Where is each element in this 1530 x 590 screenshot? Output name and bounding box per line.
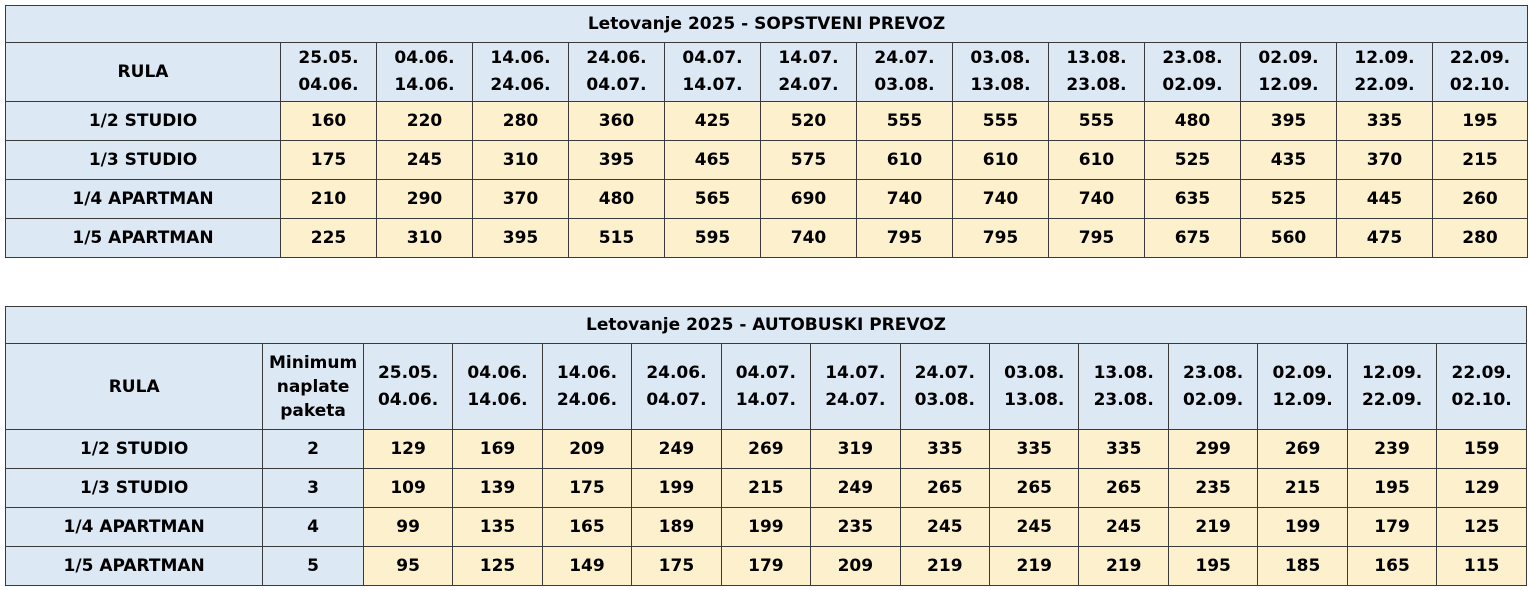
period-to: 04.06. [377, 389, 439, 410]
room-type-label: 1/2 STUDIO [6, 102, 281, 141]
period-from: 03.08. [970, 48, 1031, 68]
period-from: 03.08. [1004, 362, 1065, 383]
period-from: 14.07. [825, 362, 886, 383]
period-to: 12.09. [1272, 389, 1333, 410]
price-cell: 520 [761, 102, 857, 141]
period-from: 02.09. [1258, 48, 1319, 68]
price-cell: 265 [1079, 469, 1168, 508]
price-cell: 165 [542, 508, 631, 547]
price-cell: 595 [665, 219, 761, 258]
price-cell: 299 [1168, 430, 1257, 469]
price-cell: 465 [665, 141, 761, 180]
price-cell: 179 [721, 547, 810, 586]
period-to: 02.09. [1162, 75, 1223, 95]
period-header [1145, 43, 1241, 102]
period-from: 14.07. [778, 48, 839, 68]
table-row [6, 219, 1528, 258]
price-cell: 189 [632, 508, 721, 547]
price-cell: 175 [542, 469, 631, 508]
price-cell: 169 [453, 430, 542, 469]
price-cell: 610 [1049, 141, 1145, 180]
price-cell: 210 [281, 180, 377, 219]
period-header [990, 344, 1079, 430]
price-cell: 370 [473, 180, 569, 219]
price-cell: 610 [857, 141, 953, 180]
price-cell: 179 [1347, 508, 1436, 547]
price-cell: 199 [721, 508, 810, 547]
period-from: 02.09. [1272, 362, 1333, 383]
price-table-bus-transport [5, 306, 1527, 586]
price-cell: 290 [377, 180, 473, 219]
price-cell: 515 [569, 219, 665, 258]
period-header [1437, 344, 1527, 430]
room-type-label: 1/5 APARTMAN [6, 547, 263, 586]
period-to: 24.07. [825, 389, 886, 410]
period-from: 23.08. [1162, 48, 1223, 68]
price-cell: 135 [453, 508, 542, 547]
period-to: 14.07. [682, 75, 743, 95]
period-from: 13.08. [1066, 48, 1127, 68]
period-to: 24.07. [778, 75, 839, 95]
period-from: 04.06. [467, 362, 528, 383]
period-from: 12.09. [1361, 362, 1423, 383]
room-type-label: 1/4 APARTMAN [6, 180, 281, 219]
price-cell: 175 [632, 547, 721, 586]
price-cell: 395 [473, 219, 569, 258]
price-cell: 185 [1258, 547, 1347, 586]
price-cell: 335 [1079, 430, 1168, 469]
price-cell: 795 [857, 219, 953, 258]
price-cell: 310 [473, 141, 569, 180]
price-cell: 149 [542, 547, 631, 586]
price-cell: 175 [281, 141, 377, 180]
price-cell: 360 [569, 102, 665, 141]
period-header [1433, 43, 1528, 102]
period-to: 04.06. [298, 75, 359, 95]
price-cell: 575 [761, 141, 857, 180]
price-cell: 125 [453, 547, 542, 586]
minimum-value: 3 [263, 469, 364, 508]
minimum-header-line: Minimum [268, 352, 358, 373]
price-cell: 195 [1168, 547, 1257, 586]
period-header [632, 344, 721, 430]
minimum-value: 2 [263, 430, 364, 469]
table-row [6, 547, 1527, 586]
price-cell: 675 [1145, 219, 1241, 258]
minimum-value: 5 [263, 547, 364, 586]
period-header [453, 344, 542, 430]
price-cell: 395 [569, 141, 665, 180]
period-header [1049, 43, 1145, 102]
room-type-label: 1/3 STUDIO [6, 141, 281, 180]
price-cell: 195 [1433, 102, 1528, 141]
period-from: 24.06. [646, 362, 707, 383]
price-cell: 525 [1145, 141, 1241, 180]
price-cell: 215 [721, 469, 810, 508]
period-from: 25.05. [377, 362, 439, 383]
price-cell: 265 [990, 469, 1079, 508]
price-cell: 319 [811, 430, 900, 469]
period-to: 24.06. [490, 75, 551, 95]
period-to: 23.08. [1066, 75, 1127, 95]
period-from: 22.09. [1449, 48, 1511, 68]
price-cell: 225 [281, 219, 377, 258]
period-header [569, 43, 665, 102]
price-cell: 280 [1433, 219, 1528, 258]
price-cell: 245 [900, 508, 989, 547]
price-cell: 560 [1241, 219, 1337, 258]
period-to: 02.10. [1451, 389, 1512, 410]
price-cell: 260 [1433, 180, 1528, 219]
price-cell: 245 [1079, 508, 1168, 547]
price-cell: 269 [721, 430, 810, 469]
period-header [900, 344, 989, 430]
room-type-label: 1/3 STUDIO [6, 469, 263, 508]
price-cell: 199 [1258, 508, 1347, 547]
price-cell: 129 [363, 430, 452, 469]
price-cell: 159 [1437, 430, 1527, 469]
period-header [363, 344, 452, 430]
period-header [811, 344, 900, 430]
price-cell: 249 [632, 430, 721, 469]
price-cell: 740 [761, 219, 857, 258]
period-to: 23.08. [1093, 389, 1154, 410]
period-header [665, 43, 761, 102]
period-from: 25.05. [298, 48, 359, 68]
price-cell: 219 [990, 547, 1079, 586]
period-to: 14.07. [735, 389, 796, 410]
period-to: 14.06. [394, 75, 455, 95]
price-cell: 139 [453, 469, 542, 508]
price-cell: 435 [1241, 141, 1337, 180]
price-cell: 480 [1145, 102, 1241, 141]
table-title: Letovanje 2025 - AUTOBUSKI PREVOZ [6, 307, 1527, 344]
table-row [6, 102, 1528, 141]
price-cell: 280 [473, 102, 569, 141]
price-cell: 235 [1168, 469, 1257, 508]
price-cell: 160 [281, 102, 377, 141]
period-from: 04.06. [394, 48, 455, 68]
price-cell: 370 [1337, 141, 1433, 180]
price-cell: 740 [857, 180, 953, 219]
minimum-value: 4 [263, 508, 364, 547]
room-type-label: 1/4 APARTMAN [6, 508, 263, 547]
period-header [281, 43, 377, 102]
period-to: 24.06. [556, 389, 618, 410]
price-cell: 109 [363, 469, 452, 508]
price-cell: 220 [377, 102, 473, 141]
price-cell: 480 [569, 180, 665, 219]
price-cell: 740 [1049, 180, 1145, 219]
price-cell: 165 [1347, 547, 1436, 586]
price-cell: 795 [953, 219, 1049, 258]
price-cell: 199 [632, 469, 721, 508]
period-header [473, 43, 569, 102]
period-to: 22.09. [1361, 389, 1423, 410]
period-from: 04.07. [682, 48, 743, 68]
price-cell: 795 [1049, 219, 1145, 258]
period-header [953, 43, 1049, 102]
period-to: 14.06. [467, 389, 528, 410]
minimum-header [263, 344, 364, 430]
price-cell: 219 [900, 547, 989, 586]
period-from: 24.06. [586, 48, 647, 68]
price-cell: 245 [990, 508, 1079, 547]
period-to: 13.08. [970, 75, 1031, 95]
price-cell: 235 [811, 508, 900, 547]
table-row [6, 508, 1527, 547]
period-to: 22.09. [1354, 75, 1415, 95]
period-from: 04.07. [735, 362, 796, 383]
price-cell: 95 [363, 547, 452, 586]
price-cell: 555 [857, 102, 953, 141]
price-cell: 335 [990, 430, 1079, 469]
table-row [6, 469, 1527, 508]
period-header [542, 344, 631, 430]
price-cell: 740 [953, 180, 1049, 219]
price-cell: 269 [1258, 430, 1347, 469]
period-header [1079, 344, 1168, 430]
period-header [1168, 344, 1257, 430]
minimum-header-line: naplate [276, 376, 350, 397]
price-cell: 445 [1337, 180, 1433, 219]
price-cell: 219 [1168, 508, 1257, 547]
period-header [761, 43, 857, 102]
price-cell: 395 [1241, 102, 1337, 141]
period-from: 14.06. [490, 48, 551, 68]
price-cell: 215 [1433, 141, 1528, 180]
price-cell: 195 [1347, 469, 1436, 508]
corner-header: RULA [6, 344, 263, 430]
price-cell: 475 [1337, 219, 1433, 258]
table-title: Letovanje 2025 - SOPSTVENI PREVOZ [6, 6, 1528, 43]
price-cell: 690 [761, 180, 857, 219]
table-row [6, 180, 1528, 219]
period-from: 23.08. [1183, 362, 1244, 383]
period-header [1337, 43, 1433, 102]
price-cell: 209 [542, 430, 631, 469]
period-to: 12.09. [1258, 75, 1319, 95]
corner-header: RULA [6, 43, 281, 102]
price-cell: 265 [900, 469, 989, 508]
period-to: 03.08. [874, 75, 935, 95]
period-to: 04.07. [586, 75, 647, 95]
price-cell: 425 [665, 102, 761, 141]
room-type-label: 1/5 APARTMAN [6, 219, 281, 258]
price-cell: 239 [1347, 430, 1436, 469]
room-type-label: 1/2 STUDIO [6, 430, 263, 469]
price-cell: 99 [363, 508, 452, 547]
price-cell: 115 [1437, 547, 1527, 586]
period-header [721, 344, 810, 430]
price-cell: 249 [811, 469, 900, 508]
price-cell: 525 [1241, 180, 1337, 219]
period-from: 14.06. [556, 362, 618, 383]
price-cell: 555 [1049, 102, 1145, 141]
price-cell: 215 [1258, 469, 1347, 508]
minimum-header-line: paketa [280, 400, 346, 421]
period-from: 24.07. [914, 362, 975, 383]
price-cell: 125 [1437, 508, 1527, 547]
table-row [6, 141, 1528, 180]
price-cell: 129 [1437, 469, 1527, 508]
price-cell: 335 [1337, 102, 1433, 141]
period-header [1241, 43, 1337, 102]
period-from: 22.09. [1451, 362, 1512, 383]
price-cell: 610 [953, 141, 1049, 180]
price-cell: 209 [811, 547, 900, 586]
table-row [6, 430, 1527, 469]
period-from: 12.09. [1354, 48, 1415, 68]
period-to: 03.08. [914, 389, 975, 410]
period-from: 24.07. [874, 48, 935, 68]
price-cell: 635 [1145, 180, 1241, 219]
period-header [377, 43, 473, 102]
period-header [1347, 344, 1436, 430]
price-table-own-transport [5, 5, 1528, 258]
period-to: 04.07. [646, 389, 707, 410]
period-to: 02.10. [1449, 75, 1511, 95]
price-cell: 555 [953, 102, 1049, 141]
period-header [1258, 344, 1347, 430]
price-cell: 335 [900, 430, 989, 469]
price-cell: 310 [377, 219, 473, 258]
period-to: 13.08. [1004, 389, 1065, 410]
price-cell: 219 [1079, 547, 1168, 586]
period-from: 13.08. [1093, 362, 1154, 383]
period-to: 02.09. [1183, 389, 1244, 410]
period-header [857, 43, 953, 102]
price-cell: 565 [665, 180, 761, 219]
price-cell: 245 [377, 141, 473, 180]
